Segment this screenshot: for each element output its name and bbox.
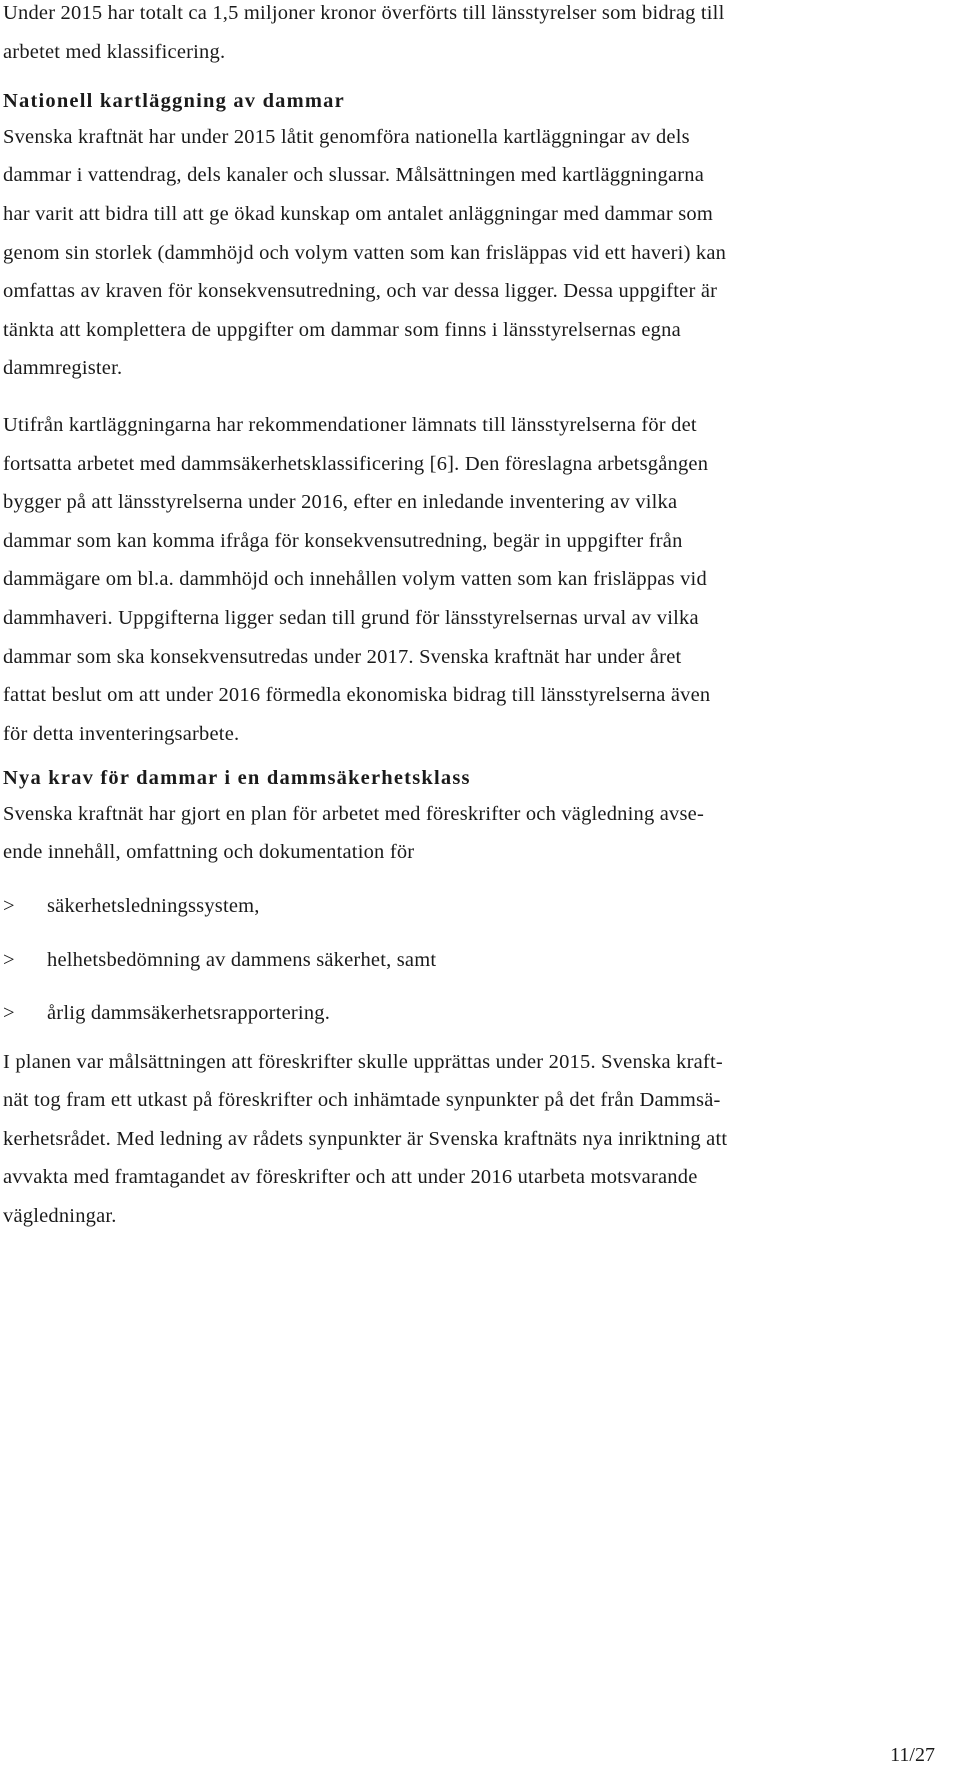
section-heading-national-mapping: Nationell kartläggning av dammar xyxy=(3,90,345,113)
document-page xyxy=(3,0,953,1236)
text-line: dammar som kan komma ifråga för konsekvensutredning, begär in uppgifter från xyxy=(3,529,683,552)
text-line: för detta inventeringsarbete. xyxy=(3,722,240,745)
text-line: omfattas av kraven för konsekvensutredning, och var dessa ligger. Dessa uppgifter är xyxy=(3,280,718,303)
text-line: avvakta med framtagandet av föreskrifter och att under 2016 utarbeta motsvarande xyxy=(3,1166,698,1189)
text-line: dammhaveri. Uppgifterna ligger sedan till grund för länsstyrelsernas urval av vilka xyxy=(3,606,699,629)
text-line: Svenska kraftnät har under 2015 låtit genomföra nationella kartläggningar av dels xyxy=(3,125,690,148)
list-item xyxy=(3,987,953,1041)
text-line: dammar som ska konsekvensutredas under 2017. Svenska kraftnät har under året xyxy=(3,645,682,668)
text-line: dammägare om bl.a. dammhöjd och innehållen volym vatten som kan frisläppas vid xyxy=(3,568,707,591)
text-line: I planen var målsättningen att föreskrifter skulle upprättas under 2015. Svenska kraft- xyxy=(3,1050,723,1073)
text-line: nät tog fram ett utkast på föreskrifter och inhämtade synpunkter på det från Dammsä- xyxy=(3,1089,721,1112)
text-line: Svenska kraftnät har gjort en plan för arbetet med föreskrifter och vägledning avse- xyxy=(3,802,705,825)
bullet-marker: > xyxy=(3,948,15,971)
bullet-marker: > xyxy=(3,1002,15,1025)
intro-paragraph xyxy=(3,0,953,71)
text-line: arbetet med klassificering. xyxy=(3,40,226,63)
text-line: ende innehåll, omfattning och dokumentation för xyxy=(3,841,415,864)
text-line: vägledningar. xyxy=(3,1204,117,1227)
text-line: dammregister. xyxy=(3,357,123,380)
section-heading-new-requirements: Nya krav för dammar i en dammsäkerhetsklass xyxy=(3,767,471,790)
text-line: tänkta att komplettera de uppgifter om dammar som finns i länsstyrelsernas egna xyxy=(3,318,681,341)
text-line: Utifrån kartläggningarna har rekommendationer lämnats till länsstyrelserna för det xyxy=(3,413,697,436)
list-item xyxy=(3,934,953,988)
list-item xyxy=(3,880,953,934)
text-line: dammar i vattendrag, dels kanaler och slussar. Målsättningen med kartläggningarna xyxy=(3,164,705,187)
bullet-marker: > xyxy=(3,895,15,918)
requirements-bullet-list xyxy=(3,880,953,1041)
text-line: fortsatta arbetet med dammsäkerhetsklassificering [6]. Den föreslagna arbetsgången xyxy=(3,452,709,475)
list-item-text: årlig dammsäkerhetsrapportering. xyxy=(47,1002,331,1025)
new-requirements-intro xyxy=(3,795,953,872)
new-requirements-closing xyxy=(3,1043,953,1236)
list-item-text: helhetsbedömning av dammens säkerhet, samt xyxy=(47,948,437,971)
national-mapping-paragraph-1 xyxy=(3,118,953,388)
page-number: 11/27 xyxy=(890,1744,935,1766)
list-item-text: säkerhetsledningssystem, xyxy=(47,895,260,918)
text-line: kerhetsrådet. Med ledning av rådets synpunkter är Svenska kraftnäts nya inriktning att xyxy=(3,1127,728,1150)
text-line: genom sin storlek (dammhöjd och volym vatten som kan frisläppas vid ett haveri) kan xyxy=(3,241,727,264)
text-line: bygger på att länsstyrelserna under 2016, efter en inledande inventering av vilka xyxy=(3,491,678,514)
text-line: Under 2015 har totalt ca 1,5 miljoner kronor överförts till länsstyrelser som bidrag till xyxy=(3,2,725,24)
national-mapping-paragraph-2 xyxy=(3,406,953,753)
text-line: fattat beslut om att under 2016 förmedla ekonomiska bidrag till länsstyrelserna även xyxy=(3,684,711,707)
text-line: har varit att bidra till att ge ökad kunskap om antalet anläggningar med dammar som xyxy=(3,202,713,225)
